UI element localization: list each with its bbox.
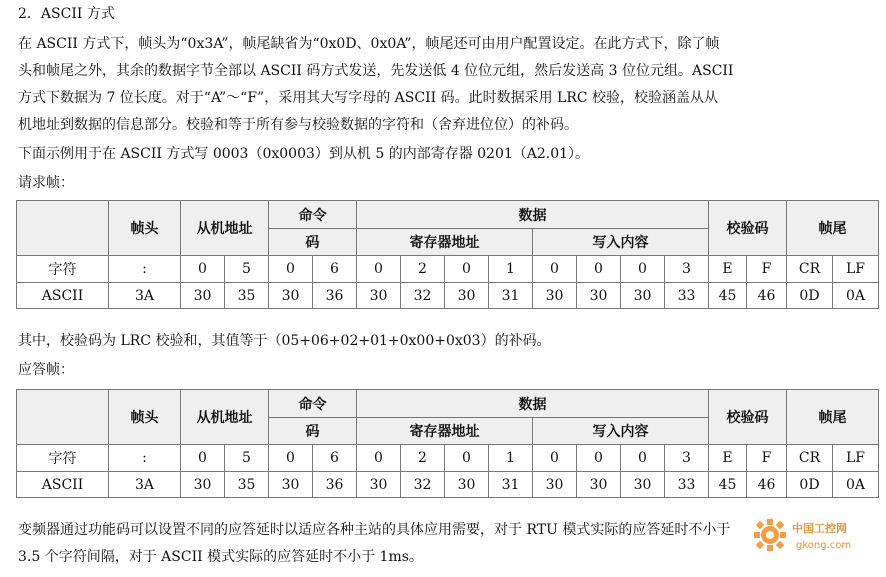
table-cell: 45 (709, 283, 747, 309)
header-frame-tail: 帧尾 (787, 390, 879, 445)
table-cell: 0 (445, 256, 489, 283)
table-cell: 30 (621, 472, 665, 498)
table-cell: LF (833, 256, 879, 283)
paragraph-line-1: 在 ASCII 方式下，帧头为“0x3A”，帧尾缺省为“0x0D、0x0A”，帧尾还可由用户配置设定。在此方式下，除了帧 (18, 36, 720, 52)
table-cell: 32 (401, 283, 445, 309)
header-data: 数据 (357, 390, 709, 418)
table-cell: 30 (181, 472, 225, 498)
table-cell: 2 (401, 445, 445, 472)
watermark-text-2: gkong.com (796, 540, 852, 551)
table-cell: 0 (621, 256, 665, 283)
table-cell: 0A (833, 283, 879, 309)
table-cell: 0 (577, 445, 621, 472)
table-cell: 2 (401, 256, 445, 283)
table-cell: 0 (181, 256, 225, 283)
table-cell: 36 (313, 472, 357, 498)
section-heading: 2．ASCII 方式 (18, 6, 115, 22)
table-cell: 6 (313, 445, 357, 472)
table-cell: 31 (489, 283, 533, 309)
header-frame-head: 帧头 (109, 201, 181, 256)
row-label-char: 字符 (17, 445, 109, 472)
table-cell: 0 (357, 256, 401, 283)
table-cell: 3A (109, 472, 181, 498)
table-cell: 30 (577, 472, 621, 498)
table-cell: : (109, 445, 181, 472)
note-line: 其中，校验码为 LRC 校验和，其值等于（05+06+02+01+0x00+0x03）的补码。 (18, 333, 551, 349)
request-frame-table (16, 200, 879, 309)
corner-cell (17, 201, 109, 256)
header-command-line2: 码 (269, 418, 357, 445)
table-cell: 1 (489, 445, 533, 472)
table-cell: 30 (269, 283, 313, 309)
header-write-content: 写入内容 (533, 229, 709, 256)
header-frame-tail: 帧尾 (787, 201, 879, 256)
table-cell: 0D (787, 283, 833, 309)
table-cell: 36 (313, 283, 357, 309)
table-cell: 3 (665, 445, 709, 472)
response-frame-label: 应答帧： (18, 362, 74, 378)
table-cell: 0 (621, 445, 665, 472)
table-cell: 30 (445, 283, 489, 309)
table-cell: LF (833, 445, 879, 472)
table-cell: 0 (357, 445, 401, 472)
header-command-line1: 命令 (269, 390, 357, 418)
table-cell: 30 (577, 283, 621, 309)
paragraph-line-4: 机地址到数据的信息部分。校验和等于所有参与校验数据的字符和（舍弃进位位）的补码。 (18, 117, 578, 133)
response-frame-table (16, 389, 879, 498)
table-cell: 3A (109, 283, 181, 309)
table-cell: 35 (225, 472, 269, 498)
table-cell: 0 (445, 445, 489, 472)
table-cell: 5 (225, 445, 269, 472)
table-cell: E (709, 445, 747, 472)
table-cell: 1 (489, 256, 533, 283)
table-cell: 3 (665, 256, 709, 283)
table-cell: : (109, 256, 181, 283)
header-checksum: 校验码 (709, 390, 787, 445)
row-label-ascii: ASCII (17, 472, 109, 498)
table-cell: 30 (357, 472, 401, 498)
table-cell: F (747, 256, 787, 283)
header-command-line1: 命令 (269, 201, 357, 229)
table-cell: 0 (533, 445, 577, 472)
paragraph-line-3: 方式下数据为 7 位长度。对于“A”～“F”，采用其大写字母的 ASCII 码。此时数据采用 LRC 校验，校验涵盖从从 (18, 90, 719, 106)
table-cell: CR (787, 445, 833, 472)
header-write-content: 写入内容 (533, 418, 709, 445)
table-cell: 0 (577, 256, 621, 283)
table-cell: 5 (225, 256, 269, 283)
table-cell: 30 (269, 472, 313, 498)
header-checksum: 校验码 (709, 201, 787, 256)
table-cell: 35 (225, 283, 269, 309)
table-cell: 0D (787, 472, 833, 498)
request-frame-label: 请求帧： (18, 175, 74, 191)
header-data: 数据 (357, 201, 709, 229)
table-cell: CR (787, 256, 833, 283)
table-cell: 0A (833, 472, 879, 498)
example-line: 下面示例用于在 ASCII 方式写 0003（0x0003）到从机 5 的内部寄存器 0201（A2.01）。 (18, 146, 590, 162)
table-cell: E (709, 256, 747, 283)
table-cell: 45 (709, 472, 747, 498)
table-cell: 33 (665, 472, 709, 498)
table-cell: 0 (181, 445, 225, 472)
table-cell: 33 (665, 283, 709, 309)
row-label-ascii: ASCII (17, 283, 109, 309)
table-cell: 30 (533, 283, 577, 309)
table-cell: 0 (533, 256, 577, 283)
table-cell: 30 (445, 472, 489, 498)
footer-line-2: 3.5 个字符间隔，对于 ASCII 模式实际的应答延时不小于 1ms。 (18, 549, 423, 565)
row-label-char: 字符 (17, 256, 109, 283)
table-cell: 6 (313, 256, 357, 283)
corner-cell (17, 390, 109, 445)
watermark-text-1: 中国工控网 (792, 522, 847, 535)
table-cell: 30 (357, 283, 401, 309)
table-cell: 30 (181, 283, 225, 309)
header-frame-head: 帧头 (109, 390, 181, 445)
table-cell: 46 (747, 283, 787, 309)
table-cell: 30 (621, 283, 665, 309)
table-cell: 0 (269, 445, 313, 472)
header-slave-address: 从机地址 (181, 390, 269, 445)
header-register-address: 寄存器地址 (357, 229, 533, 256)
table-cell: 0 (269, 256, 313, 283)
table-cell: F (747, 445, 787, 472)
table-cell: 32 (401, 472, 445, 498)
table-cell: 31 (489, 472, 533, 498)
paragraph-line-2: 头和帧尾之外，其余的数据字节全部以 ASCII 码方式发送，先发送低 4 位位元组，然后发送高 3 位位元组。ASCII (18, 63, 734, 79)
header-command-line2: 码 (269, 229, 357, 256)
header-register-address: 寄存器地址 (357, 418, 533, 445)
header-slave-address: 从机地址 (181, 201, 269, 256)
table-cell: 30 (533, 472, 577, 498)
watermark-logo (750, 515, 878, 555)
table-cell: 46 (747, 472, 787, 498)
gear-icon (750, 515, 878, 555)
footer-line-1: 变频器通过功能码可以设置不同的应答延时以适应各种主站的具体应用需要，对于 RTU 模式实际的应答延时不小于 (18, 522, 731, 538)
